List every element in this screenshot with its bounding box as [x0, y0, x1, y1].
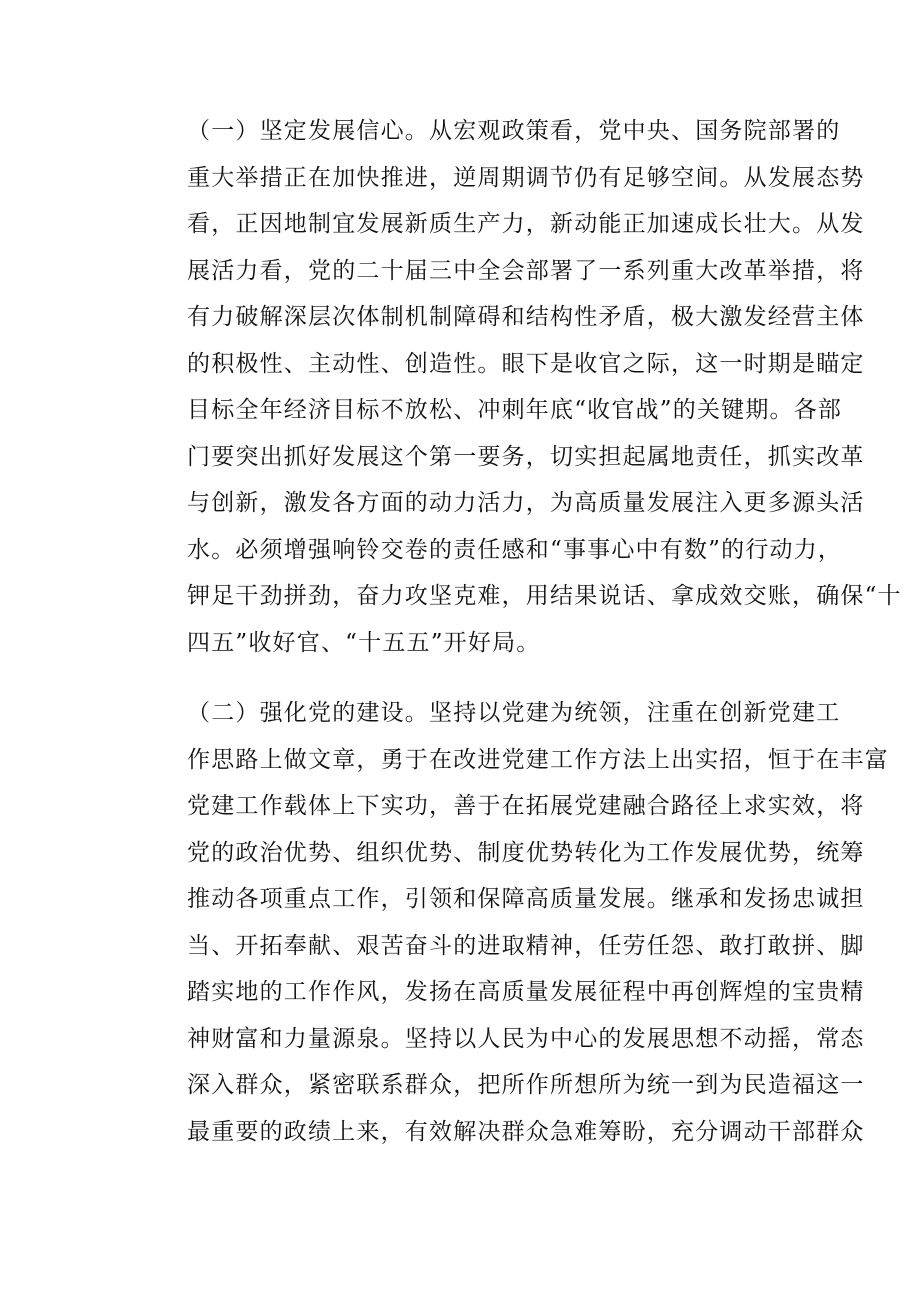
text-line: 重大举措正在加快推进，逆周期调节仍有足够空间。从发展态势 [187, 164, 865, 191]
text-line: 水。必须增强响铃交卷的责任感和“事事心中有数”的行动力， [187, 536, 843, 563]
text-line: 有力破解深层次体制机制障碍和结构性矛盾，极大激发经营主体 [187, 304, 865, 330]
text-line: 踏实地的工作作风，发扬在高质量发展征程中再创辉煌的宝贵精 [187, 979, 865, 1005]
paragraph-2 [138, 690, 889, 1155]
text-line: （二）强化党的建设。坚持以党建为统领，注重在创新党建工 [187, 700, 841, 726]
text-line: 当、开拓奉献、艰苦奋斗的进取精神，任劳任怨、敢打敢拼、脚 [187, 932, 865, 959]
text-line: 门要突出抓好发展这个第一要务，切实担起属地责任，抓实改革 [187, 443, 865, 470]
text-line: 推动各项重点工作，引领和保障高质量发展。继承和发扬忠诚担 [187, 886, 865, 912]
text-line: 四五”收好官、“十五五”开好局。 [187, 629, 541, 656]
text-line: 作思路上做文章，勇于在改进党建工作方法上出实招，恒于在丰富 [187, 746, 889, 773]
text-line: 党建工作载体上下实功，善于在拓展党建融合路径上求实效，将 [187, 793, 865, 819]
document-body [138, 108, 902, 1155]
text-line: 目标全年经济目标不放松、冲刺年底“收官战”的关键期。各部 [187, 397, 843, 423]
text-line: 的积极性、主动性、创造性。眼下是收官之际，这一时期是瞄定 [187, 350, 865, 377]
text-line: 神财富和力量源泉。坚持以人民为中心的发展思想不动摇，常态 [187, 1025, 865, 1052]
text-line: 最重要的政绩上来，有效解决群众急难筹盼，充分调动干部群众 [187, 1118, 865, 1145]
text-line: 展活力看，党的二十届三中全会部署了一系列重大改革举措，将 [187, 257, 865, 284]
text-line: 看，正因地制宜发展新质生产力，新动能正加速成长壮大。从发 [187, 211, 865, 237]
text-line: （一）坚定发展信心。从宏观政策看，党中央、国务院部署的 [187, 118, 841, 144]
text-line: 钾足干劲拼劲，奋力攻坚克难，用结果说话、拿成效交账，确保“十 [187, 583, 902, 609]
text-line: 深入群众，紧密联系群众，把所作所想所为统一到为民造福这一 [187, 1072, 865, 1098]
text-line: 与创新，激发各方面的动力活力，为高质量发展注入更多源头活 [187, 490, 865, 516]
text-line: 党的政治优势、组织优势、制度优势转化为工作发展优势，统筹 [187, 839, 865, 866]
paragraph-1 [138, 108, 902, 666]
